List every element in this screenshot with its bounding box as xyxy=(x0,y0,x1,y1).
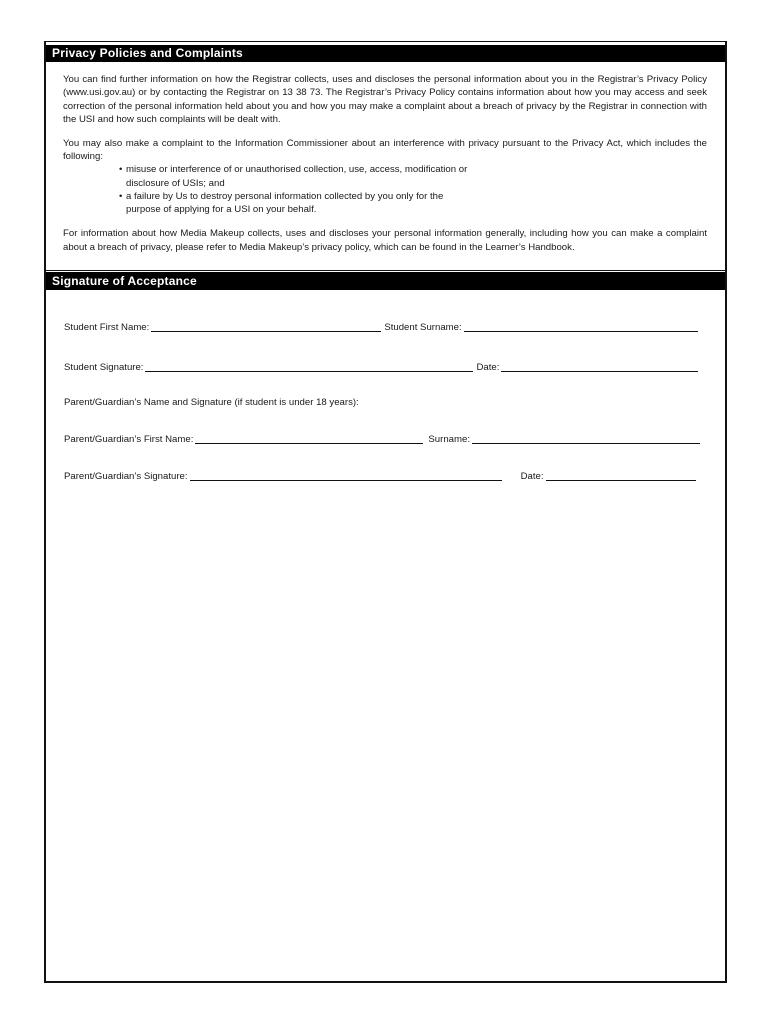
student-signature-field[interactable] xyxy=(145,362,473,372)
privacy-paragraph-2: You may also make a complaint to the Information Commissioner about an interference with privacy pursuant to the Privacy Act, which includes the following: xyxy=(63,137,707,162)
parent-surname-field[interactable] xyxy=(472,434,700,444)
student-signature-label: Student Signature: xyxy=(64,362,144,373)
parent-name-row xyxy=(64,434,703,445)
student-first-name-label: Student First Name: xyxy=(64,322,150,333)
student-surname-field[interactable] xyxy=(464,322,698,332)
section-divider xyxy=(46,270,725,271)
privacy-paragraph-3: For information about how Media Makeup collects, uses and discloses your personal information generally, including how you can make a complaint about a breach of privacy, please refer to Media Makeup’s privacy policy, which can be found in the Learner’s Handbook. xyxy=(63,228,707,253)
parent-note-row xyxy=(64,397,359,408)
parent-date-field[interactable] xyxy=(546,471,696,481)
student-date-label: Date: xyxy=(476,362,500,373)
parent-first-name-label: Parent/Guardian’s First Name: xyxy=(64,434,194,445)
student-first-name-field[interactable] xyxy=(151,322,381,332)
list-item: • a failure by Us to destroy personal information collected by you only for the purpose of applying for a USI on your behalf. xyxy=(119,190,479,217)
signature-section-heading: Signature of Acceptance xyxy=(46,272,725,290)
student-signature-row xyxy=(64,362,701,373)
student-date-field[interactable] xyxy=(501,362,698,372)
parent-first-name-field[interactable] xyxy=(195,434,423,444)
parent-signature-row xyxy=(64,471,699,482)
parent-note: Parent/Guardian’s Name and Signature (if student is under 18 years): xyxy=(64,397,359,408)
parent-date-label: Date: xyxy=(520,471,544,482)
parent-signature-field[interactable] xyxy=(190,471,502,481)
student-surname-label: Student Surname: xyxy=(384,322,462,333)
privacy-section-heading: Privacy Policies and Complaints xyxy=(46,45,725,62)
parent-surname-label: Surname: xyxy=(428,434,470,445)
list-item: • misuse or interference of or unauthorised collection, use, access, modification or disclosure of USIs; and xyxy=(119,163,479,190)
complaint-list xyxy=(119,163,479,216)
privacy-paragraph-1: You can find further information on how the Registrar collects, uses and discloses the personal information about you in the Registrar’s Privacy Policy (www.usi.gov.au) or by contacting the Registrar on 13 38 73. The Registrar’s Privacy Policy contains information about how you may access and seek correction of the personal information held about you and how you may make a complaint about a breach of privacy by the Registrar in connection with the USI and how such complaints will be dealt with. xyxy=(63,74,707,125)
privacy-section-body xyxy=(63,73,707,265)
student-name-row xyxy=(64,322,701,333)
form-frame xyxy=(44,41,727,983)
parent-signature-label: Parent/Guardian’s Signature: xyxy=(64,471,188,482)
